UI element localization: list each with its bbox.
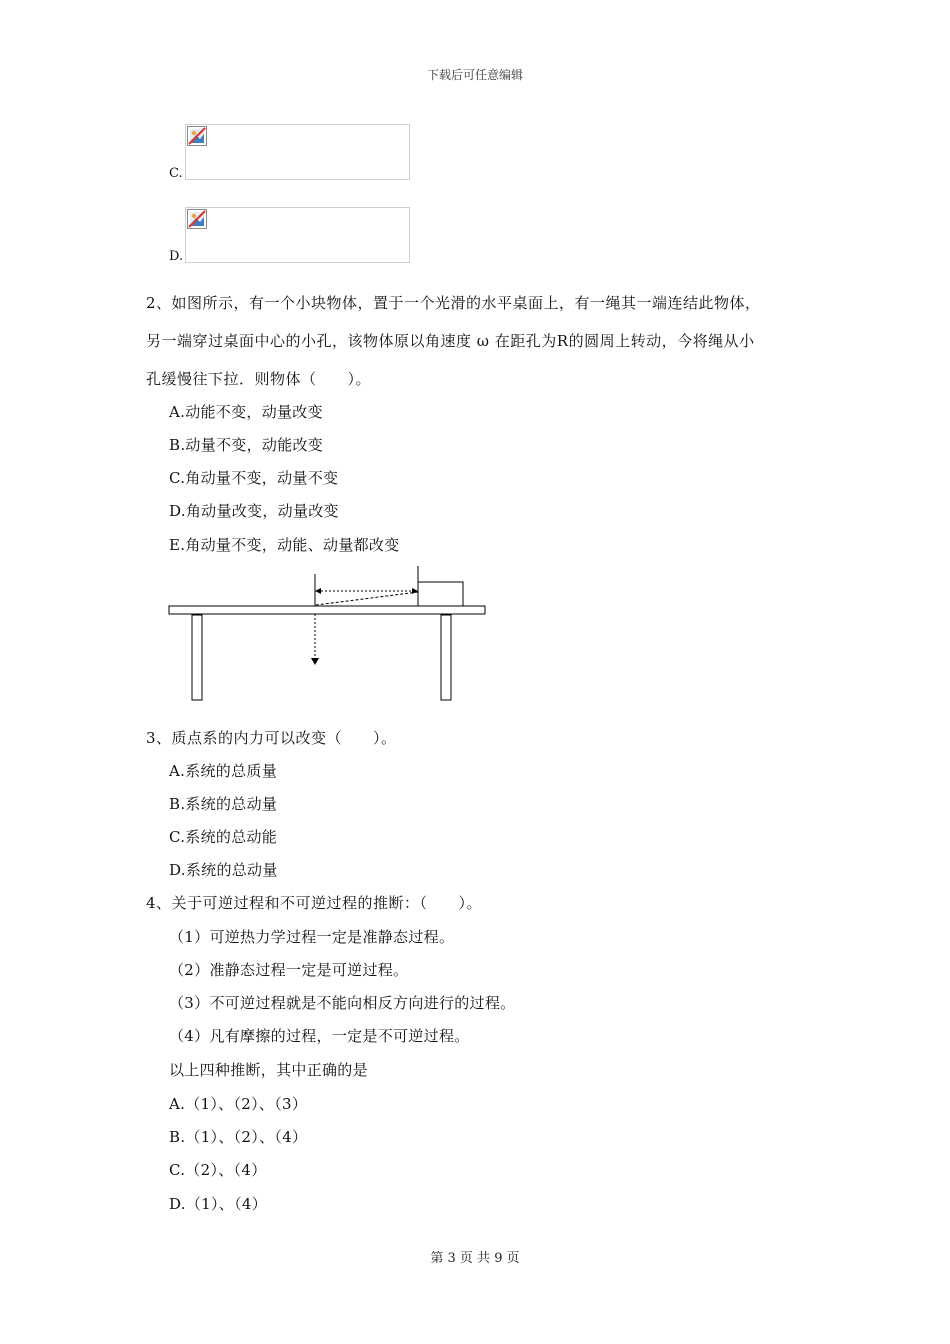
table-leg-right (441, 615, 451, 700)
q4-option-d: D.（1）、（4） (169, 1195, 268, 1213)
q4-option-a: A.（1）、（2）、（3） (169, 1095, 308, 1113)
q4-stem: 4、关于可逆过程和不可逆过程的推断：（ ）。 (146, 894, 483, 912)
q4-statement-4: （4）凡有摩擦的过程，一定是不可逆过程。 (169, 1027, 470, 1045)
q2-stem-line-3: 孔缓慢往下拉．则物体（ ）。 (146, 370, 372, 388)
q2-option-e: E.角动量不变，动能、动量都改变 (169, 536, 400, 554)
q4-option-c: C.（2）、（4） (169, 1161, 267, 1179)
block (418, 582, 463, 606)
option-d-label: D. (169, 249, 184, 264)
page-footer: 第 3 页 共 9 页 (430, 1251, 520, 1266)
pull-arrow-head (311, 658, 319, 665)
option-d-image (185, 207, 410, 263)
q2-table-diagram (160, 562, 500, 707)
q4-conclusion: 以上四种推断，其中正确的是 (169, 1061, 368, 1079)
q4-statement-2: （2）准静态过程一定是可逆过程。 (169, 961, 409, 979)
string-line (316, 592, 418, 605)
table-leg-left (192, 615, 202, 700)
q2-stem-line-2: 另一端穿过桌面中心的小孔，该物体原以角速度 ω 在距孔为R的圆周上转动，今将绳从小 (146, 332, 755, 350)
q3-option-d: D.系统的总动量 (169, 861, 278, 879)
option-c-image (185, 124, 410, 180)
q3-option-c: C.系统的总动能 (169, 828, 278, 846)
radius-arrow-tail (315, 588, 321, 594)
q2-option-d: D.角动量改变，动量改变 (169, 502, 339, 520)
q4-statement-3: （3）不可逆过程就是不能向相反方向进行的过程。 (169, 994, 516, 1012)
broken-image-icon (187, 209, 207, 229)
q2-option-c: C.角动量不变，动量不变 (169, 469, 339, 487)
q4-option-b: B.（1）、（2）、（4） (169, 1128, 308, 1146)
q2-stem-line-1: 2、如图所示，有一个小块物体，置于一个光滑的水平桌面上，有一绳其一端连结此物体， (146, 294, 761, 312)
broken-image-icon (187, 126, 207, 146)
q4-statement-1: （1）可逆热力学过程一定是准静态过程。 (169, 928, 455, 946)
q2-option-a: A.动能不变，动量改变 (169, 403, 323, 421)
q3-option-a: A.系统的总质量 (169, 762, 278, 780)
option-c-label: C. (169, 166, 183, 181)
page-header: 下载后可任意编辑 (426, 68, 523, 82)
table-top (169, 606, 485, 614)
q3-option-b: B.系统的总动量 (169, 795, 278, 813)
q2-option-b: B.动量不变，动能改变 (169, 436, 324, 454)
q3-stem: 3、质点系的内力可以改变（ ）。 (146, 729, 397, 747)
